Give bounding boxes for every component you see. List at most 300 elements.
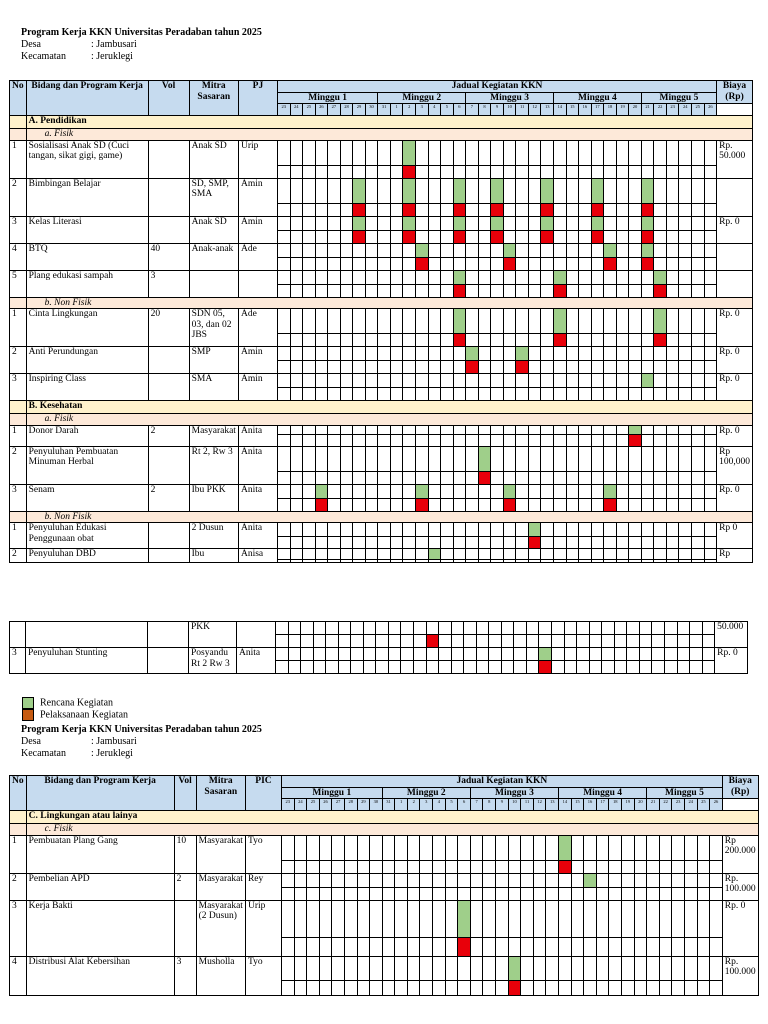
plan-cell xyxy=(332,873,345,887)
actual-cell xyxy=(553,257,566,270)
plan-cell xyxy=(553,446,566,471)
p2-day-8: 31 xyxy=(382,799,395,811)
actual-cell xyxy=(319,860,332,873)
program-pj: Anita xyxy=(238,425,277,446)
plan-cell xyxy=(483,835,496,860)
actual-cell xyxy=(641,230,654,243)
plan-cell xyxy=(614,622,627,635)
actual-cell xyxy=(483,980,496,995)
actual-cell xyxy=(428,334,441,347)
plan-cell xyxy=(433,835,446,860)
plan-cell xyxy=(466,216,479,230)
actual-cell xyxy=(604,165,617,178)
actual-cell xyxy=(301,661,314,674)
actual-cell xyxy=(315,334,328,347)
plan-cell xyxy=(591,309,604,334)
plan-cell xyxy=(441,309,454,334)
actual-cell xyxy=(491,560,504,563)
header-row xyxy=(10,81,753,93)
actual-cell xyxy=(428,361,441,374)
actual-cell xyxy=(303,203,316,216)
actual-cell xyxy=(577,661,590,674)
plan-cell xyxy=(692,523,705,537)
plan-cell xyxy=(591,270,604,284)
actual-cell xyxy=(666,498,679,511)
plan-cell xyxy=(659,873,672,887)
plan-cell xyxy=(616,309,629,334)
plan-cell xyxy=(340,216,353,230)
actual-cell xyxy=(445,887,458,900)
plan-cell xyxy=(415,425,428,434)
plan-cell xyxy=(604,243,617,257)
plan-cell xyxy=(604,484,617,498)
actual-cell xyxy=(277,361,290,374)
actual-cell xyxy=(679,257,692,270)
actual-cell xyxy=(281,887,294,900)
plan-cell xyxy=(403,374,416,388)
plan-cell xyxy=(602,622,615,635)
plan-cell xyxy=(340,178,353,203)
plan-cell xyxy=(466,523,479,537)
actual-cell xyxy=(277,284,290,297)
plan-cell xyxy=(541,523,554,537)
actual-cell xyxy=(357,860,370,873)
actual-cell xyxy=(407,887,420,900)
plan-cell xyxy=(609,956,622,980)
plan-cell xyxy=(501,622,514,635)
program-name: Bimbingan Belajar xyxy=(26,178,148,216)
actual-cell xyxy=(390,388,403,401)
row-no: 4 xyxy=(10,956,27,995)
actual-cell xyxy=(445,860,458,873)
actual-cell xyxy=(571,860,584,873)
plan-cell xyxy=(453,549,466,560)
actual-cell xyxy=(614,635,627,648)
program-biaya xyxy=(717,243,753,270)
actual-cell xyxy=(426,635,439,648)
p2-day-31: 23 xyxy=(672,799,685,811)
program-name: Plang edukasi sampah xyxy=(26,270,148,297)
actual-cell xyxy=(464,635,477,648)
actual-cell xyxy=(428,257,441,270)
actual-cell xyxy=(483,937,496,956)
actual-cell xyxy=(428,284,441,297)
plan-cell xyxy=(390,549,403,560)
plan-cell xyxy=(566,309,579,334)
plan-cell xyxy=(290,549,303,560)
actual-cell xyxy=(403,203,416,216)
plan-cell xyxy=(629,425,642,434)
program-name: Sosialisasi Anak SD (Cuci tangan, sikat gigi, game) xyxy=(26,140,148,178)
plan-cell xyxy=(478,374,491,388)
actual-cell xyxy=(533,887,546,900)
actual-cell xyxy=(328,361,341,374)
plan-cell xyxy=(666,484,679,498)
actual-cell xyxy=(659,980,672,995)
plan-cell xyxy=(378,549,391,560)
plan-cell xyxy=(654,309,667,334)
plan-cell xyxy=(353,347,366,361)
actual-cell xyxy=(503,560,516,563)
actual-cell xyxy=(478,334,491,347)
plan-cell xyxy=(621,873,634,887)
plan-cell xyxy=(403,243,416,257)
plan-cell xyxy=(478,243,491,257)
plan-cell xyxy=(526,622,539,635)
actual-cell xyxy=(307,887,320,900)
plan-cell xyxy=(503,374,516,388)
actual-cell xyxy=(378,230,391,243)
actual-cell xyxy=(666,434,679,446)
plan-cell xyxy=(277,374,290,388)
actual-cell xyxy=(420,860,433,873)
actual-cell xyxy=(516,334,529,347)
plan-cell xyxy=(652,648,665,661)
plan-cell xyxy=(629,374,642,388)
plan-cell xyxy=(353,549,366,560)
program-name: Donor Darah xyxy=(26,425,148,446)
actual-cell xyxy=(647,860,660,873)
actual-cell xyxy=(466,230,479,243)
actual-cell xyxy=(692,388,705,401)
actual-cell xyxy=(541,498,554,511)
actual-cell xyxy=(277,537,290,549)
plan-cell xyxy=(596,956,609,980)
actual-cell xyxy=(441,471,454,484)
actual-cell xyxy=(378,498,391,511)
plan-cell xyxy=(566,446,579,471)
plan-cell xyxy=(357,956,370,980)
actual-cell xyxy=(528,334,541,347)
plan-cell xyxy=(609,835,622,860)
plan-cell xyxy=(478,446,491,471)
plan-cell xyxy=(428,549,441,560)
actual-cell xyxy=(579,471,592,484)
plan-cell xyxy=(441,347,454,361)
actual-cell xyxy=(403,230,416,243)
program-name: BTQ xyxy=(26,243,148,270)
actual-cell xyxy=(508,937,521,956)
p1-day-10: 2 xyxy=(403,104,416,116)
plan-cell xyxy=(528,309,541,334)
actual-cell xyxy=(378,537,391,549)
plan-cell xyxy=(692,484,705,498)
plan-cell xyxy=(403,309,416,334)
plan-cell xyxy=(503,270,516,284)
plan-cell xyxy=(616,216,629,230)
plan-cell xyxy=(451,648,464,661)
plan-cell xyxy=(629,446,642,471)
actual-cell xyxy=(428,434,441,446)
plan-cell xyxy=(604,309,617,334)
plan-cell xyxy=(533,956,546,980)
plan-cell xyxy=(666,347,679,361)
actual-cell xyxy=(564,661,577,674)
plan-cell xyxy=(604,140,617,165)
actual-cell xyxy=(654,165,667,178)
plan-cell xyxy=(328,446,341,471)
plan-cell xyxy=(294,873,307,887)
p1-header-bidang: Bidang dan Program Kerja xyxy=(26,81,148,116)
actual-cell xyxy=(579,257,592,270)
plan-cell xyxy=(428,425,441,434)
plan-cell xyxy=(584,900,597,937)
plan-cell xyxy=(704,270,717,284)
actual-cell xyxy=(666,257,679,270)
actual-cell xyxy=(453,257,466,270)
program-vol xyxy=(148,648,189,674)
plan-cell xyxy=(303,425,316,434)
actual-cell xyxy=(541,388,554,401)
p1-day-22: 14 xyxy=(553,104,566,116)
plan-cell xyxy=(428,446,441,471)
actual-cell xyxy=(315,434,328,446)
plan-cell xyxy=(553,374,566,388)
plan-cell xyxy=(516,523,529,537)
actual-cell xyxy=(641,471,654,484)
plan-cell xyxy=(697,873,710,887)
plan-cell xyxy=(353,446,366,471)
plan-cell xyxy=(363,622,376,635)
actual-cell xyxy=(478,361,491,374)
actual-cell xyxy=(579,537,592,549)
plan-cell xyxy=(470,873,483,887)
actual-cell xyxy=(528,203,541,216)
actual-cell xyxy=(692,537,705,549)
category-row xyxy=(10,811,759,824)
plan-cell xyxy=(501,648,514,661)
plan-cell xyxy=(378,216,391,230)
program-row xyxy=(10,140,753,165)
plan-cell xyxy=(654,425,667,434)
actual-cell xyxy=(577,635,590,648)
program-biaya: Rp. 0 xyxy=(717,374,753,401)
plan-cell xyxy=(365,425,378,434)
actual-cell xyxy=(710,937,723,956)
plan-cell xyxy=(328,425,341,434)
actual-cell xyxy=(516,284,529,297)
plan-cell xyxy=(503,549,516,560)
plan-cell xyxy=(516,347,529,361)
actual-cell xyxy=(281,860,294,873)
subcategory-row xyxy=(10,511,753,523)
actual-cell xyxy=(609,937,622,956)
actual-cell xyxy=(589,661,602,674)
actual-cell xyxy=(692,284,705,297)
program-mitra: SDN 05, 03, dan 02 JBS xyxy=(189,309,238,347)
actual-cell xyxy=(390,257,403,270)
actual-cell xyxy=(315,471,328,484)
plan-cell xyxy=(654,549,667,560)
actual-cell xyxy=(692,165,705,178)
actual-cell xyxy=(277,388,290,401)
actual-cell xyxy=(382,937,395,956)
actual-cell xyxy=(415,203,428,216)
plan-cell xyxy=(403,140,416,165)
plan-cell xyxy=(303,216,316,230)
actual-cell xyxy=(340,388,353,401)
actual-cell xyxy=(353,284,366,297)
plan-cell xyxy=(710,900,723,937)
actual-cell xyxy=(401,661,414,674)
actual-cell xyxy=(478,560,491,563)
p1-day-28: 20 xyxy=(629,104,642,116)
actual-cell xyxy=(591,203,604,216)
plan-cell xyxy=(315,484,328,498)
actual-cell xyxy=(451,635,464,648)
p2-day-10: 2 xyxy=(407,799,420,811)
p1-day-34: 26 xyxy=(704,104,717,116)
p1-day-2: 25 xyxy=(303,104,316,116)
actual-cell xyxy=(666,471,679,484)
plan-cell xyxy=(566,347,579,361)
p1-week-1: Minggu 1 xyxy=(277,92,377,104)
subcategory-label: b. Non Fisik xyxy=(26,297,752,309)
plan-cell xyxy=(363,648,376,661)
actual-cell xyxy=(420,980,433,995)
legend xyxy=(22,697,128,722)
actual-cell xyxy=(491,537,504,549)
actual-cell xyxy=(596,887,609,900)
actual-cell xyxy=(395,980,408,995)
actual-cell xyxy=(390,284,403,297)
plan-cell xyxy=(704,309,717,334)
plan-cell xyxy=(704,178,717,203)
actual-cell xyxy=(478,203,491,216)
p2-day-3: 26 xyxy=(319,799,332,811)
p1-biaya-blank xyxy=(717,104,753,116)
actual-cell xyxy=(415,434,428,446)
plan-cell xyxy=(390,243,403,257)
plan-cell xyxy=(478,523,491,537)
actual-cell xyxy=(684,860,697,873)
actual-cell xyxy=(365,560,378,563)
plan-cell xyxy=(458,873,471,887)
plan-cell xyxy=(453,140,466,165)
plan-cell xyxy=(692,216,705,230)
plan-cell xyxy=(428,523,441,537)
actual-cell xyxy=(496,860,509,873)
actual-cell xyxy=(528,560,541,563)
plan-cell xyxy=(654,178,667,203)
plan-cell xyxy=(546,956,559,980)
plan-cell xyxy=(378,347,391,361)
actual-cell xyxy=(516,165,529,178)
actual-cell xyxy=(370,860,383,873)
plan-cell xyxy=(641,270,654,284)
subcategory-label: a. Fisik xyxy=(26,414,752,426)
actual-cell xyxy=(596,937,609,956)
p2-day-26: 18 xyxy=(609,799,622,811)
actual-cell xyxy=(516,203,529,216)
plan-cell xyxy=(604,446,617,471)
actual-cell xyxy=(571,887,584,900)
plan-cell xyxy=(365,484,378,498)
plan-cell xyxy=(503,309,516,334)
plan-cell xyxy=(553,243,566,257)
plan-cell xyxy=(290,178,303,203)
program-row xyxy=(10,374,753,388)
plan-cell xyxy=(466,425,479,434)
actual-cell xyxy=(344,980,357,995)
plan-cell xyxy=(579,374,592,388)
actual-cell xyxy=(541,257,554,270)
plan-cell xyxy=(553,484,566,498)
plan-cell xyxy=(533,835,546,860)
program-vol: 2 xyxy=(148,425,189,446)
actual-cell xyxy=(365,537,378,549)
program-pj: Amin xyxy=(238,347,277,374)
plan-cell xyxy=(609,873,622,887)
actual-cell xyxy=(666,388,679,401)
actual-cell xyxy=(641,361,654,374)
actual-cell xyxy=(528,361,541,374)
work-program-table-2 xyxy=(9,775,759,996)
actual-cell xyxy=(332,860,345,873)
plan-cell xyxy=(566,140,579,165)
plan-cell xyxy=(353,374,366,388)
plan-cell xyxy=(692,270,705,284)
actual-cell xyxy=(679,334,692,347)
plan-cell xyxy=(704,374,717,388)
actual-cell xyxy=(315,388,328,401)
actual-cell xyxy=(629,498,642,511)
actual-cell xyxy=(439,661,452,674)
plan-cell xyxy=(340,425,353,434)
plan-cell xyxy=(489,622,502,635)
actual-cell xyxy=(315,165,328,178)
plan-cell xyxy=(616,347,629,361)
plan-cell xyxy=(415,446,428,471)
plan-cell xyxy=(458,956,471,980)
p1-week-3: Minggu 3 xyxy=(466,92,554,104)
plan-cell xyxy=(659,900,672,937)
plan-cell xyxy=(390,484,403,498)
actual-cell xyxy=(666,165,679,178)
plan-cell xyxy=(365,243,378,257)
actual-cell xyxy=(390,165,403,178)
plan-cell xyxy=(478,270,491,284)
program-row xyxy=(10,309,753,334)
actual-cell xyxy=(704,361,717,374)
actual-cell xyxy=(634,860,647,873)
plan-cell xyxy=(591,178,604,203)
plan-cell xyxy=(566,425,579,434)
plan-cell xyxy=(476,648,489,661)
program-mitra: Masyarakat xyxy=(189,425,238,446)
actual-cell xyxy=(315,203,328,216)
plan-cell xyxy=(579,270,592,284)
plan-cell xyxy=(652,622,665,635)
actual-cell xyxy=(516,537,529,549)
plan-cell xyxy=(445,956,458,980)
plan-cell xyxy=(301,622,314,635)
plan-cell xyxy=(420,835,433,860)
program-vol xyxy=(148,140,189,178)
plan-cell xyxy=(692,374,705,388)
p2-header-no: No xyxy=(10,776,27,811)
actual-cell xyxy=(654,230,667,243)
plan-cell xyxy=(403,523,416,537)
plan-cell xyxy=(528,270,541,284)
plan-cell xyxy=(616,549,629,560)
legend-rencana xyxy=(22,697,128,709)
actual-cell xyxy=(464,661,477,674)
actual-cell xyxy=(584,887,597,900)
p2-day-28: 20 xyxy=(634,799,647,811)
plan-cell xyxy=(470,835,483,860)
row-no: 2 xyxy=(10,446,27,484)
